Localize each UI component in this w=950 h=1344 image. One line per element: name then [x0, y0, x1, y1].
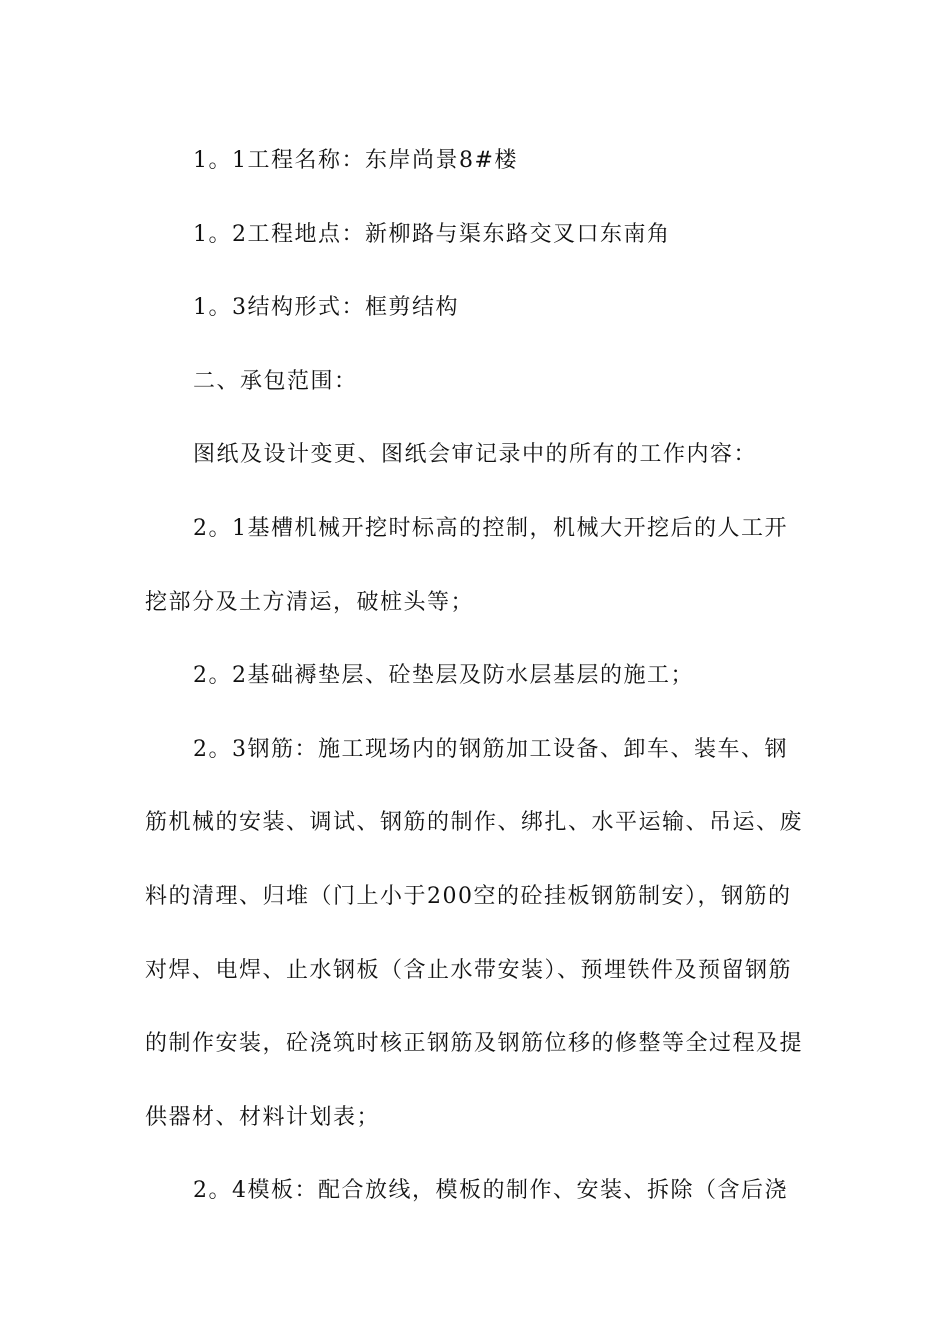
paragraph-formwork: 2。4模板：配合放线，模板的制作、安装、拆除（含后浇 [193, 1178, 788, 1204]
paragraph-rebar: 2。3钢筋：施工现场内的钢筋加工设备、卸车、装车、钢筋机械的安装、调试、钢筋的制作、绑扎、水平运输、吊运、废料的清理、归堆（门上小于200空的砼挂板钢筋制安），钢筋的对焊、电焊、止水钢板（含止水带安装）、预埋铁件及预留钢筋的制作安装，砼浇筑时核正钢筋及钢筋位移的修整等全过程及提供器材、材料计划表； [145, 736, 804, 1130]
paragraph-scope-intro: 图纸及设计变更、图纸会审记录中的所有的工作内容： [193, 442, 758, 468]
paragraph-structure-type: 1。3结构形式：框剪结构 [193, 295, 459, 321]
paragraph-project-location: 1。2工程地点：新柳路与渠东路交叉口东南角 [193, 221, 671, 247]
paragraph-foundation-layers: 2。2基础褥垫层、砼垫层及防水层基层的施工； [193, 663, 694, 689]
paragraph-project-name: 1。1工程名称：东岸尚景8#楼 [193, 148, 518, 173]
section-heading-scope: 二、承包范围： [193, 368, 358, 394]
document-body [145, 124, 807, 1228]
paragraph-excavation: 2。1基槽机械开挖时标高的控制，机械大开挖后的人工开挖部分及土方清运，破桩头等； [145, 515, 788, 615]
